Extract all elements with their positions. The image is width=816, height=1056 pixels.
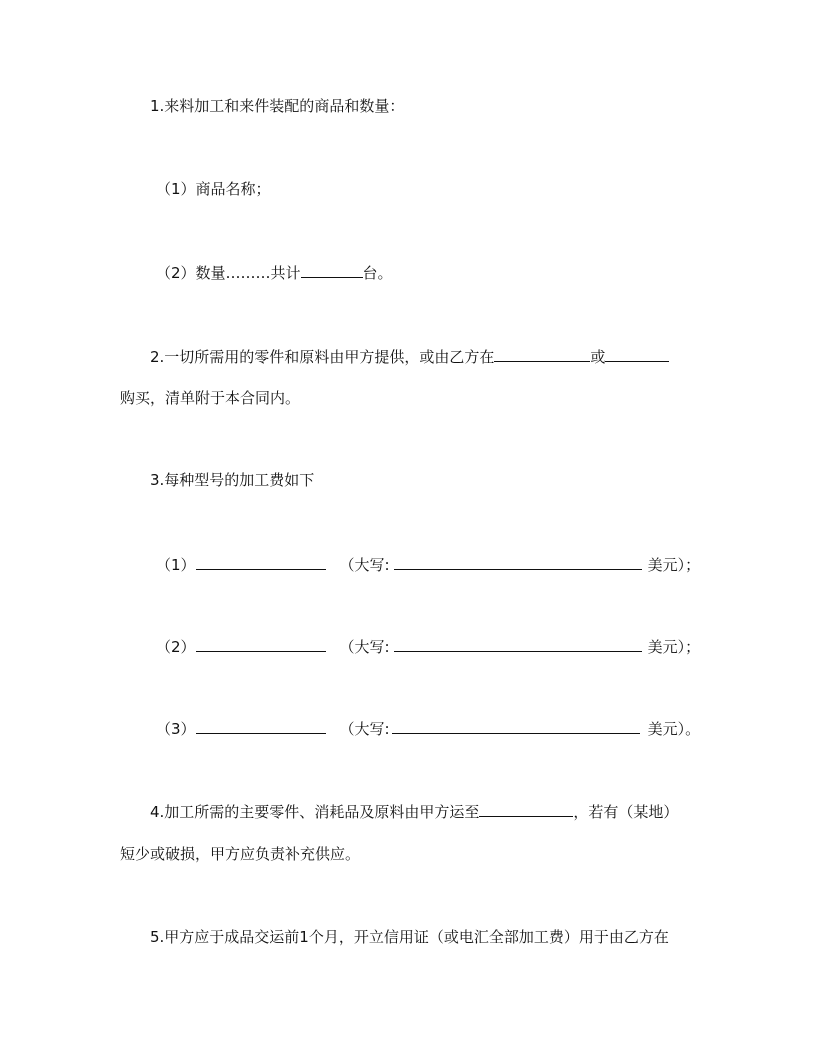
purchase-location-blank-1 [494, 346, 590, 362]
quantity-blank [301, 262, 363, 278]
item4-line1: 4.加工所需的主要零件、消耗品及原料由甲方运至 ，若有（某地） [150, 803, 679, 821]
item1-title: 1.来料加工和来件装配的商品和数量： [150, 97, 405, 115]
fee-amount-blank-1 [196, 554, 326, 570]
item2-line2: 购买，清单附于本合同内。 [120, 389, 301, 407]
fee-daxie-blank-3 [392, 718, 640, 734]
fee-row-2: （2） （大写: 美元）； [156, 638, 701, 656]
purchase-location-blank-2 [605, 346, 669, 362]
fee-row-1: （1） （大写: 美元）； [156, 556, 701, 574]
item3-title: 3.每种型号的加工费如下 [150, 471, 315, 489]
item1-quantity: （2）数量………共计 台。 [156, 264, 393, 282]
fee-amount-blank-3 [196, 718, 326, 734]
item5-line1: 5.甲方应于成品交运前1个月，开立信用证（或电汇全部加工费）用于由乙方在 [150, 928, 669, 946]
fee-daxie-blank-2 [394, 636, 642, 652]
fee-daxie-blank-1 [394, 554, 642, 570]
fee-amount-blank-2 [196, 636, 326, 652]
item2-line1: 2.一切所需用的零件和原料由甲方提供，或由乙方在 或 [150, 346, 669, 367]
item1-product-name: （1）商品名称； [156, 180, 271, 198]
item4-line2: 短少或破损，甲方应负责补充供应。 [120, 845, 361, 863]
fee-row-3: （3） （大写: 美元）。 [156, 720, 701, 738]
delivery-destination-blank [479, 801, 573, 817]
